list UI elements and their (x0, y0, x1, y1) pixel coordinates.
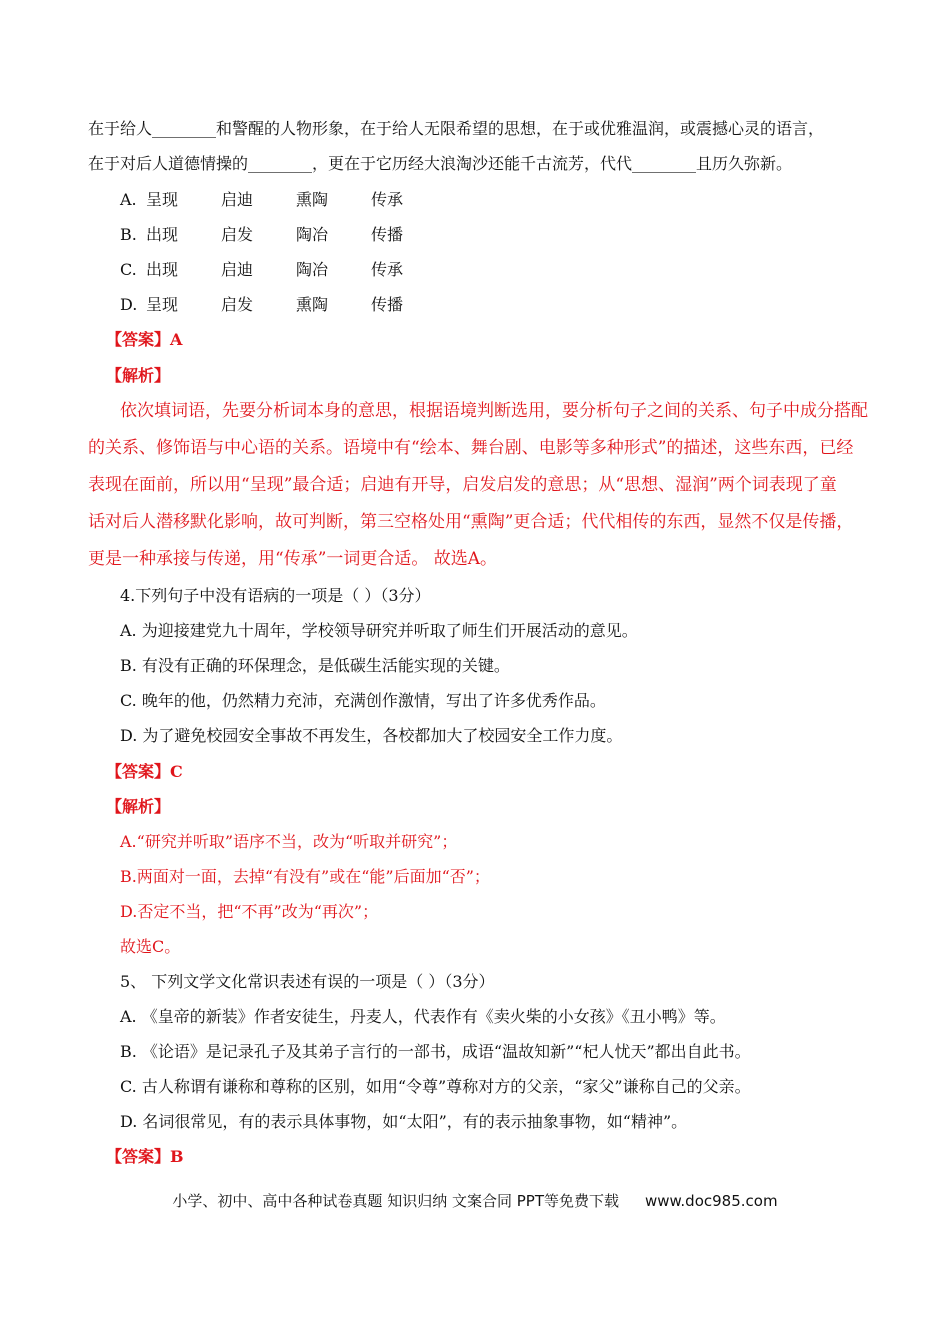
q3-analysis-line-4: 话对后人潜移默化影响，故可判断，第三空格处用“熏陶”更合适；代代相传的东西，显然不仅是传播， (88, 512, 854, 532)
option-word: 出现 (146, 225, 179, 244)
q4-analysis-line-3: D.否定不当，把“不再”改为“再次”； (120, 902, 379, 921)
q5-question: 5、 下列文学文化常识表述有误的一项是（ ）（3分） (120, 972, 495, 991)
q4-option-b: B. 有没有正确的环保理念，是低碳生活能实现的关键。 (120, 656, 510, 675)
q3-answer: 【答案】A (106, 330, 183, 349)
option-word: 传承 (371, 260, 404, 279)
q3-analysis-line-2: 的关系、修饰语与中心语的关系。语境中有“绘本、舞台剧、电影等多种形式”的描述，这些东西，已经 (88, 438, 854, 458)
q5-option-d: D. 名词很常见，有的表示具体事物，如“太阳”，有的表示抽象事物，如“精神”。 (120, 1112, 688, 1131)
footer-text: 小学、初中、高中各种试卷真题 知识归纳 文案合同 PPT等免费下载 (172, 1192, 619, 1210)
q3-option-d (120, 294, 446, 316)
q5-option-b: B. 《论语》是记录孔子及其弟子言行的一部书，成语“温故知新”“杞人忧天”都出自此书。 (120, 1042, 751, 1061)
q4-analysis-line-1: A.“研究并听取”语序不当，改为“听取并研究”； (120, 832, 458, 851)
q3-analysis-label: 【解析】 (106, 366, 171, 385)
option-label: C. (120, 260, 137, 279)
q3-analysis-line-3: 表现在面前，所以用“呈现”最合适；启迪有开导，启发启发的意思；从“思想、湿润”两个词表现了童 (88, 475, 837, 495)
option-word: 陶冶 (296, 260, 329, 279)
option-word: 熏陶 (296, 190, 329, 209)
q3-option-b (120, 224, 446, 246)
option-label: D. (120, 295, 138, 314)
option-word: 启发 (221, 225, 254, 244)
option-word: 呈现 (146, 190, 179, 209)
q3-analysis-line-5: 更是一种承接与传递，用“传承”一词更合适。 故选A。 (88, 549, 498, 569)
q3-analysis-line-1: 依次填词语，先要分析词本身的意思，根据语境判断选用，要分析句子之间的关系、句子中成分搭配 (120, 401, 868, 421)
option-word: 陶冶 (296, 225, 329, 244)
q3-option-c (120, 259, 446, 281)
footer-url[interactable]: www.doc985.com (644, 1192, 778, 1210)
option-word: 传播 (371, 225, 404, 244)
q5-option-a: A. 《皇帝的新装》作者安徒生，丹麦人，代表作有《卖火柴的小女孩》《丑小鸭》等。 (120, 1007, 726, 1026)
q4-analysis-line-4: 故选C。 (120, 937, 181, 956)
q4-option-d: D. 为了避免校园安全事故不再发生，各校都加大了校园安全工作力度。 (120, 726, 623, 745)
page-footer (0, 1190, 950, 1211)
option-word: 呈现 (146, 295, 179, 314)
q5-option-c: C. 古人称谓有谦称和尊称的区别，如用“令尊”尊称对方的父亲，“家父”谦称自己的父亲。 (120, 1077, 751, 1096)
q4-analysis-line-2: B.两面对一面，去掉“有没有”或在“能”后面加“否”； (120, 867, 490, 886)
q5-answer: 【答案】B (106, 1147, 184, 1166)
q4-option-c: C. 晚年的他，仍然精力充沛，充满创作激情，写出了许多优秀作品。 (120, 691, 606, 710)
option-label: B. (120, 225, 137, 244)
option-word: 出现 (146, 260, 179, 279)
q3-option-a (120, 189, 446, 211)
q4-question: 4.下列句子中没有语病的一项是（ ）（3分） (120, 586, 431, 605)
q4-analysis-label: 【解析】 (106, 797, 171, 816)
q4-option-a: A. 为迎接建党九十周年，学校领导研究并听取了师生们开展活动的意见。 (120, 621, 638, 640)
option-word: 启迪 (221, 260, 254, 279)
option-label: A. (120, 190, 137, 209)
option-word: 启迪 (221, 190, 254, 209)
option-word: 启发 (221, 295, 254, 314)
option-word: 熏陶 (296, 295, 329, 314)
option-word: 传播 (371, 295, 404, 314)
q3-stem-line-2: 在于对后人道德情操的________，更在于它历经大浪淘沙还能千古流芳，代代________且历久弥新。 (88, 154, 793, 173)
q4-answer: 【答案】C (106, 762, 183, 781)
q3-stem-line-1: 在于给人________和警醒的人物形象，在于给人无限希望的思想，在于或优雅温润，或震撼心灵的语言， (88, 119, 825, 138)
option-word: 传承 (371, 190, 404, 209)
